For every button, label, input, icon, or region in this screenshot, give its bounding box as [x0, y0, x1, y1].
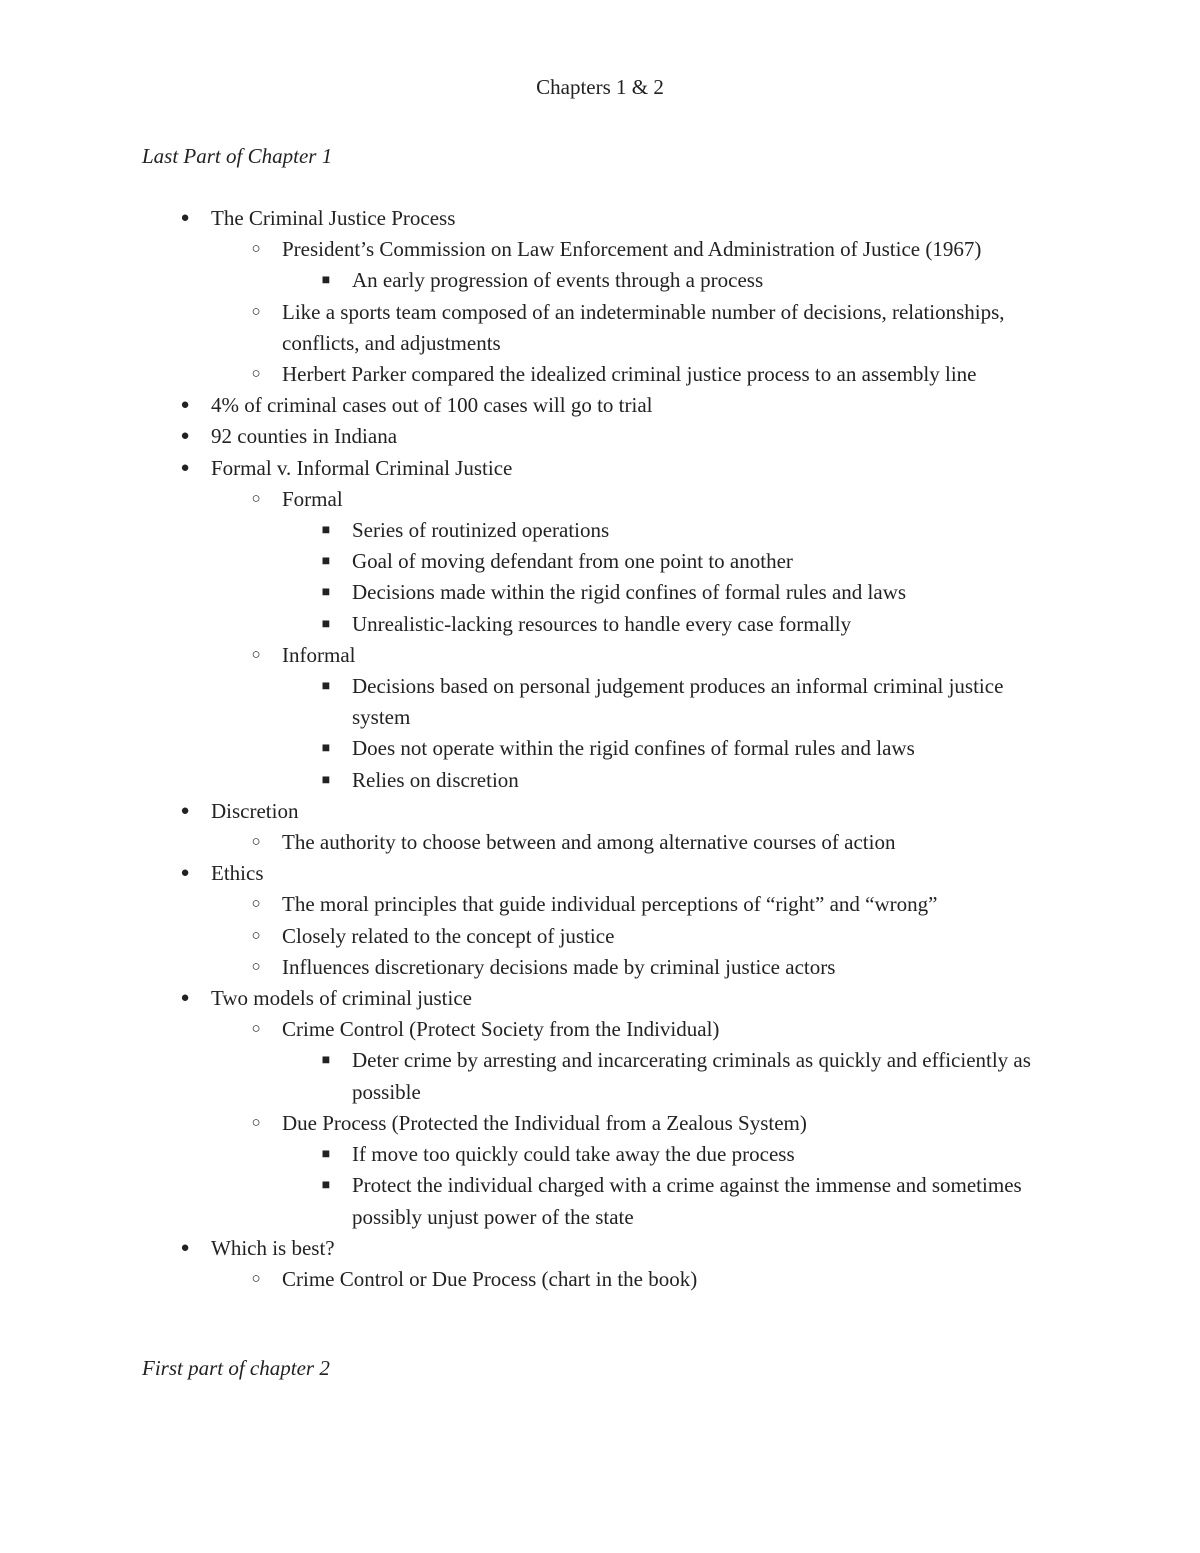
- outline-item-text: Formal v. Informal Criminal Justice: [211, 455, 513, 480]
- outline-item-level-1: [0, 983, 1200, 1014]
- outline-item-text: Like a sports team composed of an indeterminable number of decisions, relationships, conflicts, and adjustments: [282, 299, 1005, 355]
- outline-item-text: Ethics: [211, 861, 264, 886]
- filled-circle-bullet-icon: ●: [180, 865, 190, 882]
- filled-square-bullet-icon: ■: [321, 273, 331, 289]
- outline-item-text: Goal of moving defendant from one point to another: [352, 549, 793, 574]
- outline-item-level-2: [0, 1014, 1200, 1045]
- outline-item-text: Crime Control or Due Process (chart in the book): [282, 1266, 698, 1291]
- outline-item-level-2: [0, 359, 1200, 390]
- outline-item-level-1: [0, 453, 1200, 484]
- outline-item-text: 92 counties in Indiana: [211, 424, 398, 449]
- outline-item-level-3: [0, 733, 1200, 764]
- outline-item-text: Formal: [282, 486, 343, 511]
- hollow-circle-bullet-icon: ○: [251, 1114, 261, 1131]
- outline-item-text: Crime Control (Protect Society from the Individual): [282, 1017, 720, 1042]
- hollow-circle-bullet-icon: ○: [251, 896, 261, 913]
- hollow-circle-bullet-icon: ○: [251, 241, 261, 258]
- hollow-circle-bullet-icon: ○: [251, 366, 261, 383]
- filled-square-bullet-icon: ■: [321, 523, 331, 539]
- outline-item-text: An early progression of events through a process: [352, 268, 764, 293]
- filled-square-bullet-icon: ■: [321, 772, 331, 788]
- section-heading-chapter-1: Last Part of Chapter 1: [142, 144, 333, 168]
- outline-item-text: Decisions based on personal judgement produces an informal criminal justice system: [352, 674, 1004, 730]
- hollow-circle-bullet-icon: ○: [251, 834, 261, 851]
- outline-item-text: Due Process (Protected the Individual from a Zealous System): [282, 1110, 807, 1135]
- outline-item-text: Informal: [282, 642, 356, 667]
- outline-item-level-1: [0, 421, 1200, 452]
- outline-item-level-3: [0, 515, 1200, 546]
- outline-item-text: Which is best?: [211, 1235, 335, 1260]
- page-title: Chapters 1 & 2: [536, 75, 664, 99]
- outline-item-text: Deter crime by arresting and incarcerating criminals as quickly and efficiently as possible: [352, 1048, 1031, 1104]
- outline-item-text: Series of routinized operations: [352, 518, 610, 543]
- filled-circle-bullet-icon: ●: [180, 1239, 190, 1256]
- outline-item-level-3: [0, 546, 1200, 577]
- outline-item-level-2: [0, 234, 1200, 265]
- filled-circle-bullet-icon: ●: [180, 459, 190, 476]
- outline-item-text: Herbert Parker compared the idealized criminal justice process to an assembly line: [282, 362, 977, 387]
- filled-circle-bullet-icon: ●: [180, 210, 190, 226]
- hollow-circle-bullet-icon: ○: [251, 958, 261, 975]
- outline-item-level-2: [0, 484, 1200, 515]
- outline-item-text: The moral principles that guide individual perceptions of “right” and “wrong”: [282, 892, 938, 917]
- outline-item-text: Closely related to the concept of justice: [282, 923, 615, 948]
- outline-item-level-3: [0, 1170, 1200, 1232]
- outline-item-level-2: [0, 640, 1200, 671]
- filled-circle-bullet-icon: ●: [180, 990, 190, 1007]
- outline-item-level-2: [0, 297, 1200, 359]
- filled-square-bullet-icon: ■: [321, 1147, 331, 1163]
- filled-circle-bullet-icon: ●: [180, 428, 190, 445]
- filled-square-bullet-icon: ■: [321, 741, 331, 757]
- filled-square-bullet-icon: ■: [321, 1053, 331, 1069]
- outline-item-text: The authority to choose between and among alternative courses of action: [282, 830, 896, 855]
- hollow-circle-bullet-icon: ○: [251, 490, 261, 507]
- hollow-circle-bullet-icon: ○: [251, 1021, 261, 1038]
- outline-item-level-3: [0, 765, 1200, 796]
- filled-square-bullet-icon: ■: [321, 616, 331, 632]
- outline-item-level-2: [0, 1264, 1200, 1295]
- hollow-circle-bullet-icon: ○: [251, 927, 261, 944]
- filled-circle-bullet-icon: ●: [180, 802, 190, 819]
- outline-item-text: The Criminal Justice Process: [211, 206, 456, 230]
- outline-item-level-1: [0, 390, 1200, 421]
- hollow-circle-bullet-icon: ○: [251, 646, 261, 663]
- outline-item-level-3: [0, 577, 1200, 608]
- filled-square-bullet-icon: ■: [321, 679, 331, 695]
- outline-item-text: Does not operate within the rigid confines of formal rules and laws: [352, 736, 915, 761]
- outline-item-level-1: [0, 1233, 1200, 1264]
- outline-item-text: If move too quickly could take away the due process: [352, 1142, 795, 1167]
- outline-item-level-2: [0, 827, 1200, 858]
- outline-item-text: Relies on discretion: [352, 767, 519, 792]
- notes-outline: [0, 203, 1200, 1295]
- outline-item-level-2: [0, 921, 1200, 952]
- outline-item-level-1: [0, 796, 1200, 827]
- outline-item-text: President’s Commission on Law Enforcement and Administration of Justice (1967): [282, 237, 982, 262]
- outline-item-level-3: [0, 609, 1200, 640]
- hollow-circle-bullet-icon: ○: [251, 1270, 261, 1287]
- outline-item-level-3: [0, 1139, 1200, 1170]
- hollow-circle-bullet-icon: ○: [251, 303, 261, 320]
- outline-item-level-3: [0, 1045, 1200, 1107]
- outline-item-text: 4% of criminal cases out of 100 cases will go to trial: [211, 393, 653, 418]
- outline-item-text: Decisions made within the rigid confines of formal rules and laws: [352, 580, 907, 605]
- filled-square-bullet-icon: ■: [321, 554, 331, 570]
- filled-circle-bullet-icon: ●: [180, 397, 190, 414]
- outline-item-level-3: [0, 265, 1200, 296]
- outline-item-text: Unrealistic-lacking resources to handle every case formally: [352, 611, 852, 636]
- outline-item-level-2: [0, 952, 1200, 983]
- outline-item-text: Protect the individual charged with a crime against the immense and sometimes possibly unjust power of the state: [352, 1173, 1022, 1229]
- outline-item-level-3: [0, 671, 1200, 733]
- outline-item-level-2: [0, 889, 1200, 920]
- section-heading-chapter-2: First part of chapter 2: [142, 1356, 330, 1380]
- outline-item-level-1: [0, 203, 1200, 234]
- outline-item-level-1: [0, 858, 1200, 889]
- outline-item-text: Discretion: [211, 798, 299, 823]
- filled-square-bullet-icon: ■: [321, 1178, 331, 1194]
- outline-item-text: Two models of criminal justice: [211, 986, 472, 1011]
- filled-square-bullet-icon: ■: [321, 585, 331, 601]
- outline-item-level-2: [0, 1108, 1200, 1139]
- outline-item-text: Influences discretionary decisions made by criminal justice actors: [282, 954, 836, 979]
